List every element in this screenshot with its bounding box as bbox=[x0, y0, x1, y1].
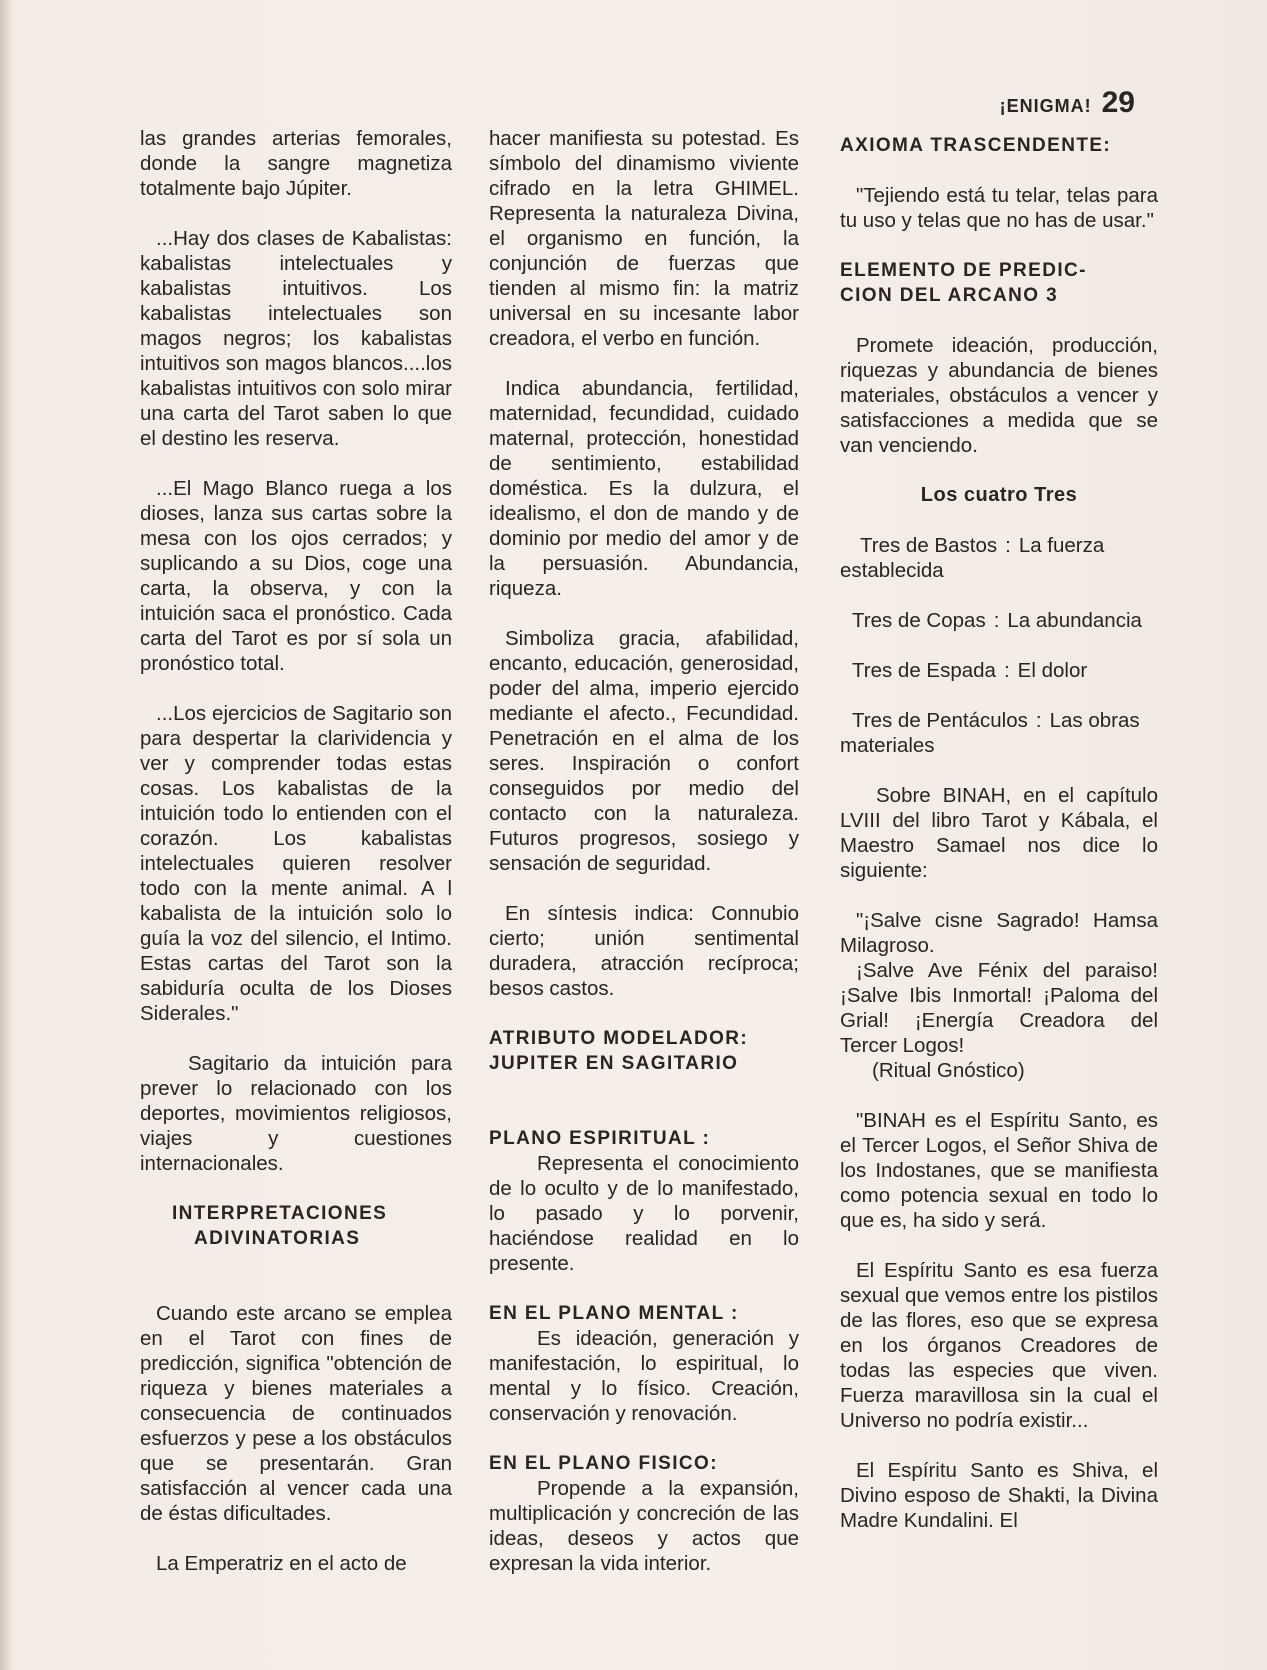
item-meaning: La fuerza establecida bbox=[840, 534, 1105, 582]
page-header bbox=[1000, 86, 1135, 120]
paragraph: hacer manifiesta su potestad. Es símbolo del dinamismo viviente cifrado en la letra GHIMEL. Representa la naturaleza Divina, el organismo en función, la conjunción de fuerzas que tienden al mismo fin: la matriz universal en su incesante labor creadora, el verbo en función. bbox=[489, 127, 799, 350]
section-heading: AXIOMA TRASCENDENTE: bbox=[840, 135, 1112, 156]
paragraph: Sagitario da intuición para prever lo relacionado con los deportes, movimientos religiosos, viajes y cuestiones internacionales. bbox=[140, 1052, 452, 1175]
paragraph: ...Hay dos clases de Kabalistas: kabalistas intelectuales y kabalistas intuitivos. Los kabalistas intelectuales son magos negros; los kabalistas intuitivos son magos blancos....los kabalistas intuitivos con solo mirar una carta del Tarot saben lo que el destino les reserva. bbox=[140, 227, 452, 450]
arcana-list-item bbox=[840, 608, 1158, 633]
item-separator: : bbox=[1035, 709, 1042, 732]
paragraph: Promete ideación, producción, riquezas y abundancia de bienes materiales, obstáculos a vencer y satisfacciones a medida que se van venciendo. bbox=[840, 334, 1158, 457]
section-heading: ELEMENTO DE PREDIC- bbox=[840, 260, 1087, 281]
section-heading: ATRIBUTO MODELADOR: bbox=[489, 1028, 749, 1049]
item-name: Tres de Copas bbox=[852, 609, 986, 632]
paragraph: La Emperatriz en el acto de bbox=[156, 1552, 407, 1575]
section-heading: CION DEL ARCANO 3 bbox=[840, 285, 1059, 306]
section-heading: EN EL PLANO FISICO: bbox=[489, 1453, 718, 1474]
item-separator: : bbox=[1005, 534, 1011, 557]
item-meaning: Las obras materiales bbox=[840, 709, 1140, 757]
spacer bbox=[489, 1076, 799, 1126]
paragraph: ...El Mago Blanco ruega a los dioses, lanza sus cartas sobre la mesa con los ojos cerrados; y suplicando a su Dios, coge una carta, la observa, y con la intuición saca el pronóstico. Cada carta del Tarot es por sí sola un pronóstico total. bbox=[140, 477, 452, 675]
item-name: Tres de Bastos bbox=[860, 534, 998, 557]
paragraph: Representa el conocimiento de lo oculto y de lo manifestado, lo pasado y lo porvenir, haciéndose realidad en lo presente. bbox=[489, 1152, 799, 1275]
paragraph: (Ritual Gnóstico) bbox=[872, 1059, 1025, 1082]
spacer bbox=[140, 1251, 452, 1301]
section-heading: Los cuatro Tres bbox=[920, 484, 1078, 506]
paragraph: "Tejiendo está tu telar, telas para tu uso y telas que no has de usar." bbox=[840, 184, 1158, 232]
section-heading: INTERPRETACIONES bbox=[172, 1203, 388, 1224]
item-meaning: El dolor bbox=[1017, 659, 1088, 682]
item-name: Tres de Pentáculos bbox=[852, 709, 1028, 732]
paragraph: Cuando este arcano se emplea en el Tarot con fines de predicción, significa "obtención de riqueza y bienes materiales a consecuencia de continuados esfuerzos y pese a los obstáculos que se presentarán. Gran satisfacción al vencer cada una de éstas dificultades. bbox=[140, 1302, 452, 1525]
paragraph: Simboliza gracia, afabilidad, encanto, educación, generosidad, poder del alma, imperio ejercido mediante el afecto., Fecundidad. Penetración en el alma de los seres. Inspiración o confort conseguidos por medio del contacto con la naturaleza. Futuros progresos, sosiego y sensación de seguridad. bbox=[489, 627, 799, 875]
paragraph: En síntesis indica: Connubio cierto; unión sentimental duradera, atracción recíproca; besos castos. bbox=[489, 902, 799, 1000]
paragraph: "¡Salve cisne Sagrado! Hamsa Milagroso. bbox=[840, 909, 1158, 957]
paragraph: El Espíritu Santo es esa fuerza sexual que vemos entre los pistilos de las flores, eso que se expresa en los órganos Creadores de todas las especies que viven. Fuerza maravillosa sin la cual el Universo no podría existir... bbox=[840, 1259, 1158, 1432]
column-2 bbox=[489, 126, 799, 1601]
section-heading: JUPITER EN SAGITARIO bbox=[489, 1053, 739, 1074]
spacer bbox=[840, 158, 1158, 183]
paragraph: "BINAH es el Espíritu Santo, es el Tercer Logos, el Señor Shiva de los Indostanes, que se manifiesta como potencia sexual en todo lo que es, ha sido y será. bbox=[840, 1109, 1158, 1232]
section-heading: EN EL PLANO MENTAL : bbox=[489, 1303, 739, 1324]
paragraph: Indica abundancia, fertilidad, maternidad, fecundidad, cuidado maternal, protección, honestidad de sentimiento, estabilidad doméstica. Es la dulzura, el idealismo, el don de mando y de dominio por medio del amor y de la persuasión. Abundancia, riqueza. bbox=[489, 377, 799, 600]
arcana-list-item bbox=[840, 658, 1158, 683]
paragraph: ¡Salve Ave Fénix del paraiso! ¡Salve Ibis Inmortal! ¡Paloma del Grial! ¡Energía Creadora del Tercer Logos! bbox=[840, 959, 1158, 1057]
item-name: Tres de Espada bbox=[852, 659, 996, 682]
paragraph: las grandes arterias femorales, donde la sangre magnetiza totalmente bajo Júpiter. bbox=[140, 127, 452, 200]
section-heading: PLANO ESPIRITUAL : bbox=[489, 1128, 711, 1149]
page-spine-shadow bbox=[0, 0, 10, 1670]
paragraph: El Espíritu Santo es Shiva, el Divino esposo de Shakti, la Divina Madre Kundalini. El bbox=[840, 1459, 1158, 1532]
item-separator: : bbox=[1003, 659, 1010, 682]
paragraph: ...Los ejercicios de Sagitario son para despertar la clarividencia y ver y comprender todas estas cosas. Los kabalistas de la intuición todo lo entienden con el corazón. Los kabalistas intelectuales quieren resolver todo con la mente animal. A l kabalista de la intuición solo lo guía la voz del silencio, el Intimo. Estas cartas del Tarot son la sabiduría oculta de los Dioses Siderales." bbox=[140, 702, 452, 1025]
paragraph: Propende a la expansión, multiplicación y concreción de las ideas, deseos y actos que expresan la vida interior. bbox=[489, 1477, 799, 1575]
section-heading: ADIVINATORIAS bbox=[194, 1228, 361, 1249]
spacer bbox=[840, 308, 1158, 333]
paragraph: Es ideación, generación y manifestación, lo espiritual, lo mental y lo físico. Creación, conservación y renovación. bbox=[489, 1327, 799, 1425]
arcana-list-item bbox=[840, 708, 1158, 758]
magazine-title: ¡ENIGMA! bbox=[999, 96, 1092, 116]
paragraph: Sobre BINAH, en el capítulo LVIII del libro Tarot y Kábala, el Maestro Samael nos dice lo siguiente: bbox=[840, 784, 1158, 882]
column-3 bbox=[840, 133, 1158, 1558]
item-meaning: La abundancia bbox=[1007, 609, 1142, 632]
page-number: 29 bbox=[1101, 86, 1135, 119]
column-1 bbox=[140, 126, 452, 1601]
arcana-list-item bbox=[840, 533, 1158, 583]
item-separator: : bbox=[993, 609, 1000, 632]
